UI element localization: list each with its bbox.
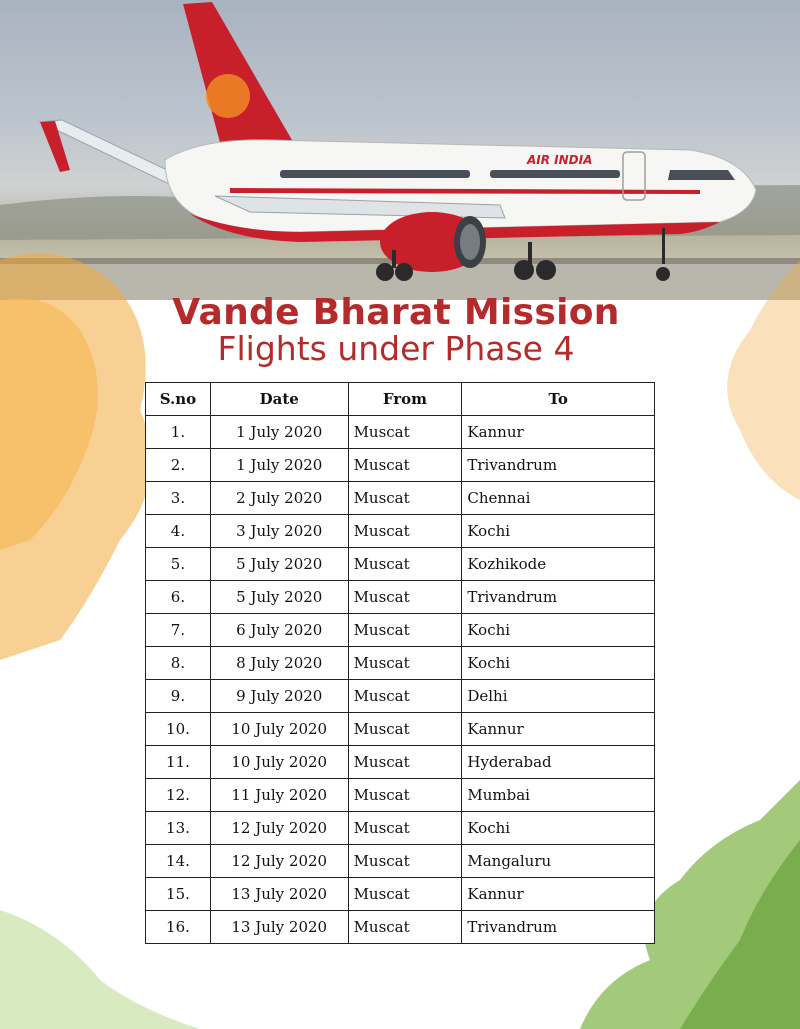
table-row [146, 581, 655, 614]
flights-table [145, 382, 655, 944]
cell-sno: 6. [146, 581, 211, 614]
cell-date: 2 July 2020 [210, 482, 348, 515]
cell-from: Muscat [348, 614, 462, 647]
cell-sno: 2. [146, 449, 211, 482]
cell-date: 13 July 2020 [210, 878, 348, 911]
cell-date: 9 July 2020 [210, 680, 348, 713]
airplane-illustration [0, 0, 800, 300]
cell-date: 3 July 2020 [210, 515, 348, 548]
page-title: Vande Bharat Mission [172, 292, 620, 333]
cell-sno: 12. [146, 779, 211, 812]
table-row [146, 515, 655, 548]
cell-to: Kochi [462, 647, 655, 680]
cell-from: Muscat [348, 416, 462, 449]
table-row [146, 845, 655, 878]
header-sno: S.no [146, 383, 211, 416]
cell-sno: 4. [146, 515, 211, 548]
cell-date: 5 July 2020 [210, 548, 348, 581]
cell-to: Kozhikode [462, 548, 655, 581]
table-row [146, 911, 655, 944]
cell-from: Muscat [348, 548, 462, 581]
table-row [146, 779, 655, 812]
cell-from: Muscat [348, 680, 462, 713]
cell-from: Muscat [348, 911, 462, 944]
cell-to: Kochi [462, 812, 655, 845]
livery-text: AIR INDIA [527, 153, 593, 167]
cell-sno: 10. [146, 713, 211, 746]
cell-sno: 5. [146, 548, 211, 581]
cell-from: Muscat [348, 449, 462, 482]
cell-sno: 13. [146, 812, 211, 845]
cell-sno: 8. [146, 647, 211, 680]
cell-to: Chennai [462, 482, 655, 515]
cell-to: Trivandrum [462, 911, 655, 944]
cell-date: 13 July 2020 [210, 911, 348, 944]
cell-to: Mangaluru [462, 845, 655, 878]
cell-from: Muscat [348, 647, 462, 680]
cell-sno: 7. [146, 614, 211, 647]
hero-aircraft-image [0, 0, 800, 300]
cell-to: Delhi [462, 680, 655, 713]
title-block [0, 292, 800, 368]
cell-to: Kannur [462, 878, 655, 911]
cell-date: 12 July 2020 [210, 845, 348, 878]
cell-sno: 11. [146, 746, 211, 779]
cell-from: Muscat [348, 713, 462, 746]
cell-date: 5 July 2020 [210, 581, 348, 614]
table-row [146, 812, 655, 845]
cell-from: Muscat [348, 845, 462, 878]
cell-to: Mumbai [462, 779, 655, 812]
cell-date: 10 July 2020 [210, 713, 348, 746]
table-row [146, 680, 655, 713]
cell-from: Muscat [348, 581, 462, 614]
cell-to: Kannur [462, 416, 655, 449]
header-to: To [462, 383, 655, 416]
cell-date: 11 July 2020 [210, 779, 348, 812]
cell-sno: 1. [146, 416, 211, 449]
cell-from: Muscat [348, 878, 462, 911]
cell-date: 1 July 2020 [210, 416, 348, 449]
table-row [146, 548, 655, 581]
cell-to: Kochi [462, 515, 655, 548]
cell-to: Hyderabad [462, 746, 655, 779]
cell-from: Muscat [348, 746, 462, 779]
table-row [146, 713, 655, 746]
table-row [146, 416, 655, 449]
cell-to: Kannur [462, 713, 655, 746]
table-row [146, 482, 655, 515]
cell-to: Trivandrum [462, 449, 655, 482]
table-row [146, 647, 655, 680]
cell-date: 10 July 2020 [210, 746, 348, 779]
cell-from: Muscat [348, 515, 462, 548]
cell-sno: 3. [146, 482, 211, 515]
table-row [146, 878, 655, 911]
cell-sno: 9. [146, 680, 211, 713]
table-row [146, 746, 655, 779]
cell-to: Trivandrum [462, 581, 655, 614]
cell-sno: 16. [146, 911, 211, 944]
cell-date: 8 July 2020 [210, 647, 348, 680]
cell-date: 12 July 2020 [210, 812, 348, 845]
cell-from: Muscat [348, 482, 462, 515]
cell-sno: 15. [146, 878, 211, 911]
cell-from: Muscat [348, 779, 462, 812]
table-row [146, 614, 655, 647]
cell-to: Kochi [462, 614, 655, 647]
cell-date: 1 July 2020 [210, 449, 348, 482]
page-subtitle: Flights under Phase 4 [217, 329, 575, 368]
cell-date: 6 July 2020 [210, 614, 348, 647]
table-row [146, 449, 655, 482]
header-from: From [348, 383, 462, 416]
cell-sno: 14. [146, 845, 211, 878]
table-header-row [146, 383, 655, 416]
header-date: Date [210, 383, 348, 416]
cell-from: Muscat [348, 812, 462, 845]
